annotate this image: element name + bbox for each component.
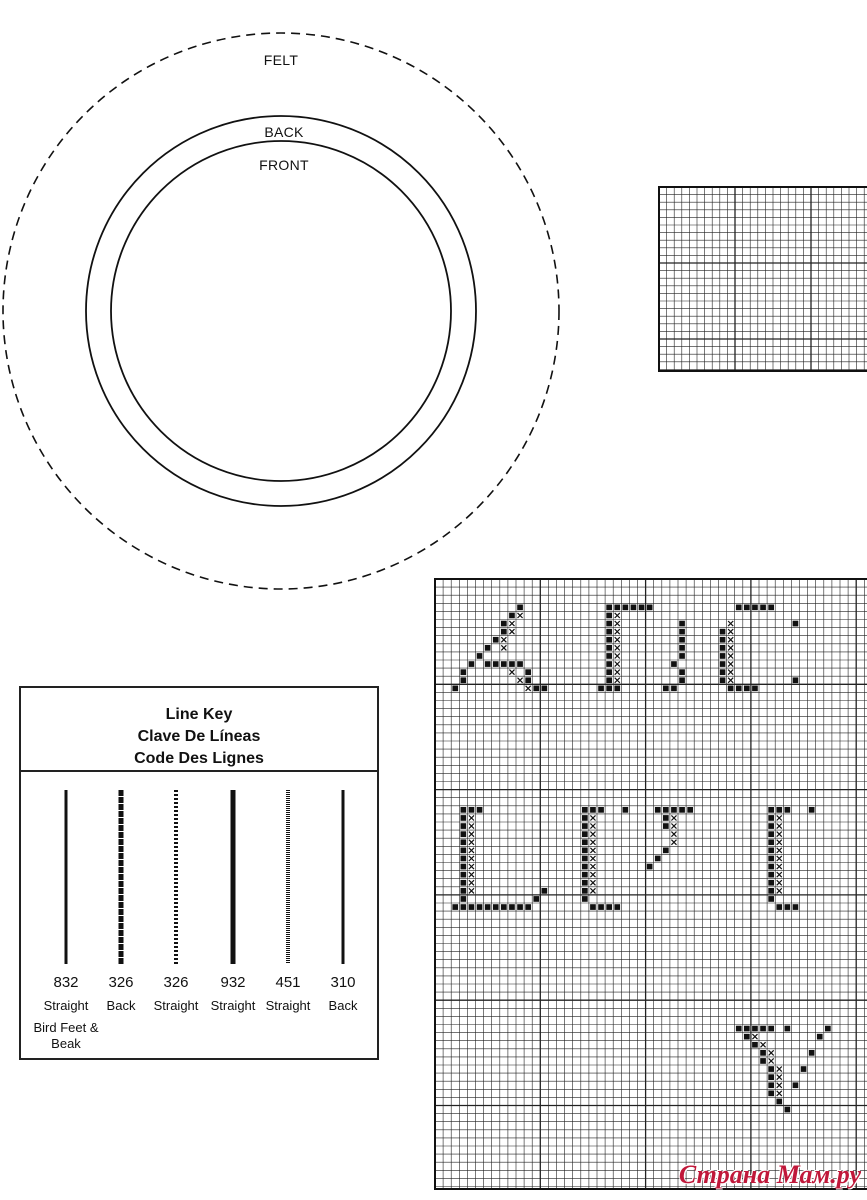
stitch-square xyxy=(606,677,612,683)
stitch-square xyxy=(598,904,604,910)
stitch-cross xyxy=(728,629,733,634)
stitch-square xyxy=(768,1091,774,1097)
stitch-square xyxy=(623,807,629,813)
stitch-square xyxy=(655,856,661,862)
stitch-cross xyxy=(777,840,782,845)
stitch-square xyxy=(461,888,467,894)
stitch-square xyxy=(509,613,515,619)
stitch-cross xyxy=(590,856,595,861)
line-key-header xyxy=(21,688,377,772)
stitch-square xyxy=(679,637,685,643)
stitch-cross xyxy=(469,824,474,829)
line-key-body xyxy=(21,772,377,1062)
stitch-square xyxy=(631,605,637,611)
stitch-cross xyxy=(590,824,595,829)
front-circle xyxy=(111,141,451,481)
stitch-square xyxy=(623,605,629,611)
stitch-square xyxy=(736,1026,742,1032)
stitch-square xyxy=(606,686,612,692)
stitch-square xyxy=(452,904,458,910)
stitch-cross xyxy=(501,637,506,642)
stitch-square xyxy=(768,872,774,878)
stitch-type: Straight xyxy=(43,998,89,1013)
floss-number: 932 xyxy=(220,974,246,991)
stitch-square xyxy=(533,686,539,692)
stitch-square xyxy=(582,864,588,870)
stitch-cross xyxy=(752,1034,757,1039)
stitch-cross xyxy=(509,621,514,626)
stitch-square xyxy=(517,605,523,611)
stitch-square xyxy=(461,864,467,870)
stitch-square xyxy=(606,605,612,611)
stitch-square xyxy=(485,661,491,667)
stitch-square xyxy=(768,896,774,902)
stitch-cross xyxy=(728,621,733,626)
stitch-square xyxy=(760,1058,766,1064)
stitch-square xyxy=(679,807,685,813)
stitch-cross xyxy=(469,856,474,861)
stitch-cross xyxy=(777,1075,782,1080)
stitch-square xyxy=(525,904,531,910)
stitch-square xyxy=(720,677,726,683)
stitch-cross xyxy=(615,613,620,618)
stitch-square xyxy=(671,686,677,692)
floss-number: 451 xyxy=(275,974,301,991)
stitch-square xyxy=(752,605,758,611)
stitch-cross xyxy=(728,637,733,642)
stitch-square xyxy=(663,848,669,854)
floss-number: 832 xyxy=(53,974,79,991)
stitch-type: Back xyxy=(328,998,358,1013)
stitch-note: Bird Feet & Beak xyxy=(33,1020,99,1051)
stitch-square xyxy=(477,807,483,813)
stitch-type: Back xyxy=(106,998,136,1013)
stitch-square xyxy=(679,621,685,627)
stitch-square xyxy=(663,823,669,829)
stitch-square xyxy=(606,669,612,675)
stitch-cross xyxy=(671,824,676,829)
stitch-cross xyxy=(518,678,523,683)
stitch-square xyxy=(493,661,499,667)
stitch-square xyxy=(582,888,588,894)
stitch-square xyxy=(533,896,539,902)
stitch-square xyxy=(485,645,491,651)
stitch-square xyxy=(752,686,758,692)
stitch-cross xyxy=(469,815,474,820)
stitch-cross xyxy=(728,678,733,683)
circle-template xyxy=(0,0,560,600)
stitch-cross xyxy=(501,645,506,650)
stitch-square xyxy=(525,677,531,683)
stitch-square xyxy=(776,904,782,910)
stitch-cross xyxy=(777,880,782,885)
stitch-square xyxy=(493,637,499,643)
stitch-square xyxy=(606,653,612,659)
stitch-square xyxy=(817,1034,823,1040)
stitch-square xyxy=(582,815,588,821)
stitch-square xyxy=(452,686,458,692)
stitch-square xyxy=(768,839,774,845)
stitch-cross xyxy=(728,670,733,675)
stitch-cross xyxy=(615,678,620,683)
stitch-square xyxy=(663,686,669,692)
stitch-square xyxy=(461,856,467,862)
stitch-square xyxy=(582,848,588,854)
stitch-square xyxy=(744,1034,750,1040)
stitch-square xyxy=(679,653,685,659)
stitch-square xyxy=(461,677,467,683)
stitch-square xyxy=(501,629,507,635)
stitch-cross xyxy=(590,888,595,893)
stitch-cross xyxy=(769,1058,774,1063)
stitch-square xyxy=(582,856,588,862)
stitch-square xyxy=(785,1026,791,1032)
stitch-cross xyxy=(615,645,620,650)
stitch-square xyxy=(768,1026,774,1032)
cross-stitch-chart-main xyxy=(434,578,867,1190)
stitch-square xyxy=(679,677,685,683)
stitch-square xyxy=(461,831,467,837)
stitch-cross xyxy=(777,848,782,853)
stitch-square xyxy=(663,815,669,821)
stitch-cross xyxy=(769,1050,774,1055)
stitch-square xyxy=(768,888,774,894)
stitch-square xyxy=(720,645,726,651)
stitch-square xyxy=(614,904,620,910)
stitch-square xyxy=(582,807,588,813)
stitch-square xyxy=(760,1026,766,1032)
stitch-square xyxy=(501,661,507,667)
stitch-cross xyxy=(671,832,676,837)
stitch-square xyxy=(461,669,467,675)
stitch-square xyxy=(720,661,726,667)
stitch-square xyxy=(768,880,774,886)
stitch-square xyxy=(793,1082,799,1088)
stitch-cross xyxy=(761,1042,766,1047)
stitch-square xyxy=(598,686,604,692)
stitch-square xyxy=(461,839,467,845)
stitch-cross xyxy=(615,629,620,634)
stitch-cross xyxy=(777,1067,782,1072)
stitch-square xyxy=(768,831,774,837)
stitch-cross xyxy=(615,637,620,642)
stitch-square xyxy=(461,815,467,821)
stitch-square xyxy=(736,686,742,692)
cross-stitch-chart-small xyxy=(658,186,867,372)
stitch-square xyxy=(517,904,523,910)
stitch-square xyxy=(614,605,620,611)
stitch-cross xyxy=(469,840,474,845)
stitch-type: Straight xyxy=(153,998,199,1013)
stitch-cross xyxy=(590,880,595,885)
stitch-square xyxy=(793,677,799,683)
stitch-square xyxy=(744,1026,750,1032)
stitch-cross xyxy=(590,832,595,837)
line-sample-dashed xyxy=(119,790,124,964)
stitch-square xyxy=(461,848,467,854)
stitch-cross xyxy=(777,832,782,837)
stitch-cross xyxy=(671,840,676,845)
stitch-cross xyxy=(615,662,620,667)
stitch-square xyxy=(501,904,507,910)
stitch-square xyxy=(752,1042,758,1048)
stitch-square xyxy=(582,823,588,829)
floss-number: 326 xyxy=(163,974,189,991)
stitch-cross xyxy=(671,815,676,820)
stitch-square xyxy=(671,807,677,813)
stitch-square xyxy=(679,645,685,651)
stitch-cross xyxy=(777,888,782,893)
stitch-cross xyxy=(728,662,733,667)
stitch-square xyxy=(639,605,645,611)
stitch-cross xyxy=(777,815,782,820)
stitch-square xyxy=(720,629,726,635)
stitch-square xyxy=(477,653,483,659)
stitch-square xyxy=(720,653,726,659)
stitch-square xyxy=(582,872,588,878)
stitch-square xyxy=(801,1066,807,1072)
stitch-cross xyxy=(728,653,733,658)
stitch-square xyxy=(582,880,588,886)
stitch-type: Straight xyxy=(210,998,256,1013)
stitch-square xyxy=(606,661,612,667)
stitch-square xyxy=(582,896,588,902)
stitch-square xyxy=(736,605,742,611)
stitch-square xyxy=(728,686,734,692)
stitch-square xyxy=(461,896,467,902)
stitch-square xyxy=(663,807,669,813)
stitch-cross xyxy=(615,621,620,626)
stitch-square xyxy=(647,864,653,870)
stitch-square xyxy=(606,904,612,910)
stitch-cross xyxy=(615,670,620,675)
stitch-square xyxy=(785,1107,791,1113)
stitch-cross xyxy=(509,670,514,675)
stitch-square xyxy=(720,669,726,675)
floss-number: 310 xyxy=(330,974,356,991)
stitch-cross xyxy=(469,872,474,877)
back-label: BACK xyxy=(264,124,304,140)
line-sample-dotted xyxy=(174,790,178,964)
stitch-cross xyxy=(777,824,782,829)
stitch-square xyxy=(647,605,653,611)
stitch-cross xyxy=(777,872,782,877)
stitch-cross xyxy=(590,872,595,877)
stitch-square xyxy=(744,605,750,611)
stitch-square xyxy=(768,1074,774,1080)
stitch-cross xyxy=(777,1083,782,1088)
stitch-square xyxy=(768,864,774,870)
line-key-title-es: Clave De Líneas xyxy=(137,728,261,745)
stitch-cross xyxy=(469,864,474,869)
stitch-square xyxy=(744,686,750,692)
stitch-square xyxy=(679,669,685,675)
stitch-square xyxy=(598,807,604,813)
stitch-cross xyxy=(469,848,474,853)
grid-border xyxy=(659,187,867,371)
stitch-square xyxy=(582,831,588,837)
stitch-cross xyxy=(777,1091,782,1096)
stitch-square xyxy=(720,637,726,643)
stitch-cross xyxy=(469,888,474,893)
stitch-square xyxy=(606,629,612,635)
front-label: FRONT xyxy=(259,157,309,173)
stitch-square xyxy=(590,904,596,910)
stitch-square xyxy=(509,904,515,910)
line-sample-solid xyxy=(65,790,68,964)
stitch-square xyxy=(768,605,774,611)
stitch-square xyxy=(501,621,507,627)
stitch-square xyxy=(606,645,612,651)
stitch-cross xyxy=(509,629,514,634)
stitch-cross xyxy=(590,840,595,845)
stitch-square xyxy=(469,661,475,667)
stitch-square xyxy=(752,1026,758,1032)
stitch-square xyxy=(517,661,523,667)
stitch-square xyxy=(768,856,774,862)
stitch-square xyxy=(461,872,467,878)
floss-number: 326 xyxy=(108,974,134,991)
stitch-square xyxy=(809,807,815,813)
stitch-square xyxy=(776,807,782,813)
stitch-type: Straight xyxy=(265,998,311,1013)
stitch-square xyxy=(485,904,491,910)
stitch-cross xyxy=(469,880,474,885)
line-key-title-fr: Code Des Lignes xyxy=(134,750,264,767)
stitch-square xyxy=(809,1050,815,1056)
stitch-square xyxy=(768,1066,774,1072)
stitch-cross xyxy=(469,832,474,837)
site-watermark: Страна Мам.ру xyxy=(678,1160,861,1189)
stitch-square xyxy=(606,637,612,643)
stitch-square xyxy=(760,1050,766,1056)
felt-label: FELT xyxy=(263,52,299,68)
stitch-cross xyxy=(777,864,782,869)
stitch-square xyxy=(785,904,791,910)
stitch-square xyxy=(461,823,467,829)
stitch-square xyxy=(461,807,467,813)
stitch-square xyxy=(785,807,791,813)
back-circle xyxy=(86,116,476,506)
stitch-cross xyxy=(590,864,595,869)
stitch-square xyxy=(768,823,774,829)
stitch-square xyxy=(582,839,588,845)
stitch-square xyxy=(687,807,693,813)
stitch-square xyxy=(606,613,612,619)
stitch-square xyxy=(542,686,548,692)
stitch-square xyxy=(768,1082,774,1088)
stitch-square xyxy=(461,904,467,910)
stitch-square xyxy=(768,815,774,821)
stitch-square xyxy=(679,629,685,635)
stitch-square xyxy=(793,621,799,627)
line-sample-solid xyxy=(342,790,345,964)
stitch-square xyxy=(525,669,531,675)
stitch-cross xyxy=(615,653,620,658)
stitch-square xyxy=(469,807,475,813)
stitch-square xyxy=(606,621,612,627)
stitch-square xyxy=(793,904,799,910)
line-sample-hatched xyxy=(286,790,290,964)
stitch-cross xyxy=(590,848,595,853)
stitch-cross xyxy=(518,613,523,618)
stitch-square xyxy=(760,605,766,611)
stitch-square xyxy=(768,848,774,854)
stitch-square xyxy=(509,661,515,667)
stitch-square xyxy=(776,1099,782,1105)
stitch-square xyxy=(542,888,548,894)
line-key-box xyxy=(19,686,379,1060)
stitch-square xyxy=(671,661,677,667)
stitch-cross xyxy=(526,686,531,691)
stitch-square xyxy=(477,904,483,910)
line-sample-thick xyxy=(231,790,236,964)
stitch-square xyxy=(461,880,467,886)
stitch-square xyxy=(469,904,475,910)
stitch-square xyxy=(614,686,620,692)
stitch-square xyxy=(768,807,774,813)
stitch-cross xyxy=(777,856,782,861)
line-key-title-en: Line Key xyxy=(165,706,233,723)
stitch-cross xyxy=(590,815,595,820)
stitch-square xyxy=(590,807,596,813)
stitch-square xyxy=(493,904,499,910)
stitch-square xyxy=(825,1026,831,1032)
stitch-cross xyxy=(728,645,733,650)
stitch-square xyxy=(655,807,661,813)
